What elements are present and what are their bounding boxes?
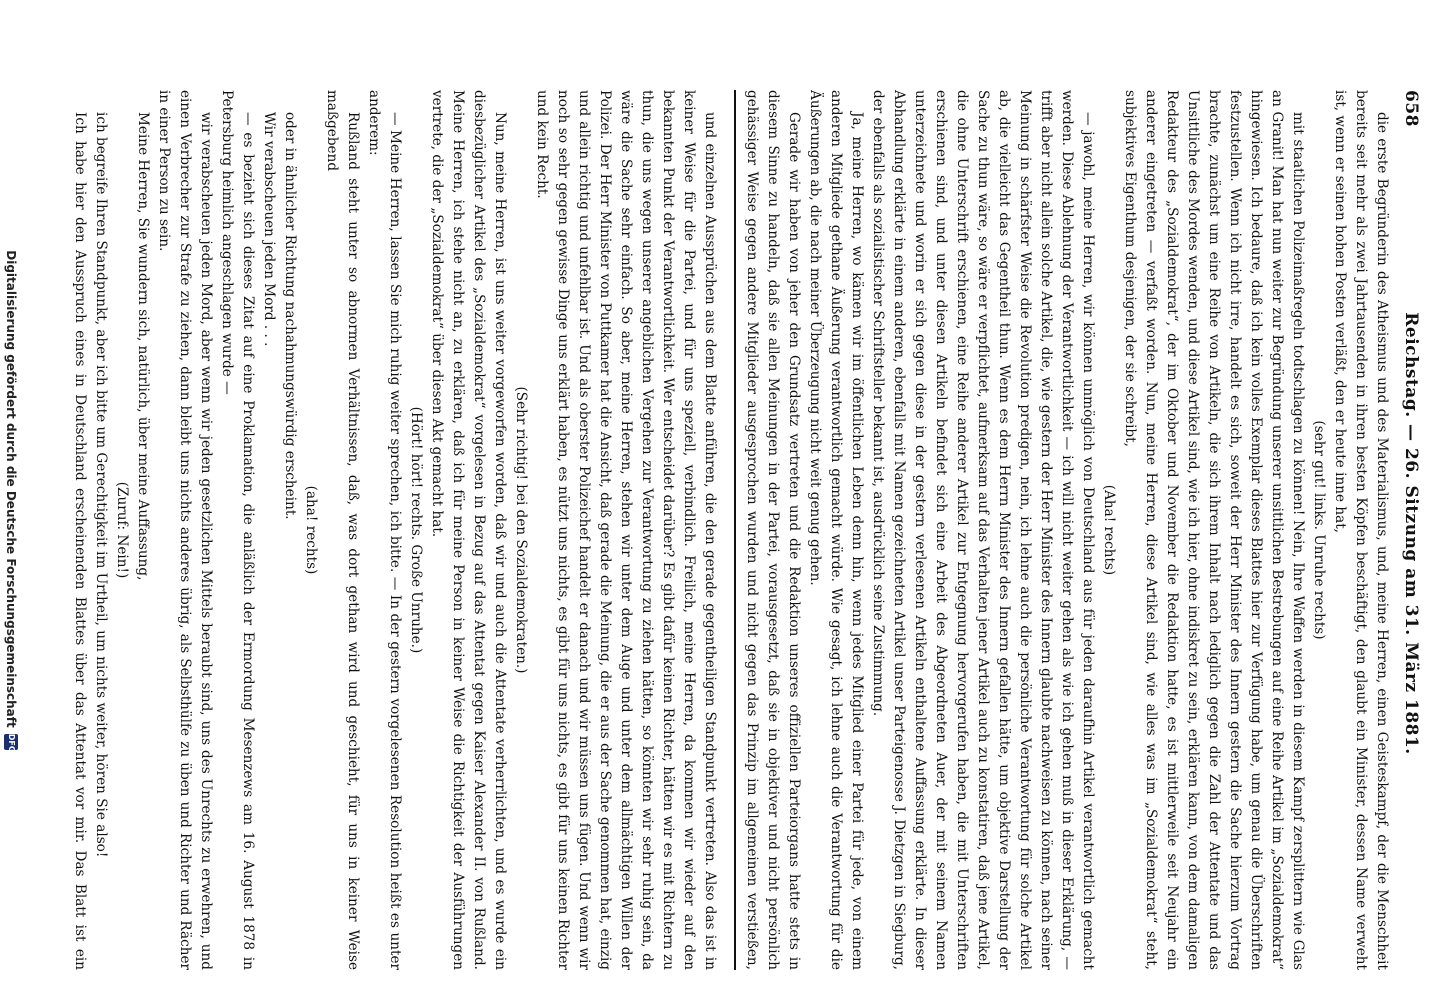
interjection: (Sehr richtig! bei den Sozialdemokraten.) <box>513 386 529 674</box>
paragraph: ich begreife Ihren Standpunkt, aber ich bitte um Gerechtigkeit im Urtheil, um nichts weiter, hören Sie also! <box>93 112 109 858</box>
paragraph: — es bezieht sich dieses Zitat auf eine Proklamation, die anläßlich der Ermordung Mesenzews am 16. August 1878 in Petersburg heimlich angeschlagen wurde — <box>219 90 256 970</box>
paragraph: wir verabscheuen jeden Mord, aber wenn wir jeden gesetzlichen Mittels beraubt sind, uns des Unrechts zu erwehren, und einen Verbrecher zur Strafe zu ziehen, dann bleibt uns nichts anderes übrig, als Selbsthülfe zu üben und Richter und Rächer in einer Person zu sein. <box>156 90 214 970</box>
running-title: Reichstag. — 26. Sitzung am 31. März 1881. <box>1401 312 1421 755</box>
paragraph: Gerade wir haben von jeher den Grundsatz vertreten und die Redaktion unseres offiziellen Parteiorgans hatte stets in diesem Sinne zu handeln, daß sie allen Meinungen in der Partei, vorausgesetzt, daß sie in objektiver und nicht persönlich gehässiger Weise gegen andere Mitglieder ausgesprochen wurden und nicht gegen das Prinzip im allgemeinen verstießen, <box>744 90 802 970</box>
paragraph: Ja, meine Herren, wo kämen wir im öffentlichen Leben denn hin, wenn jedes Mitglied einer Partei für jede, von einem anderen Mitgliede gethane Äußerung verantwortlich gemacht würde. Wie gesagt, ich lehne auch die Verantwortung für die Äußerungen ab, die nach meiner Überzeugung nicht weit genug gehen. <box>807 90 865 970</box>
dfg-logo-icon: DFG <box>4 734 18 750</box>
interjection: (Zuruf: Nein!) <box>114 481 130 579</box>
paragraph: Ich habe hier den Ausspruch eines in Deutschland erscheinenden Blattes über das Attentat vor mir. Das Blatt ist ein <box>72 112 88 970</box>
paragraph: die erste Begründerin des Atheismus und des Materialismus, und, meine Herren, einen Geisteskampf, der die Menschheit bereits seit mehr als zwei Jahrtausenden in ihren besten Köpfen beschäftigt, den glaubt ein Minister, dessen Name verweht ist, wenn er seinen hohen Posten verläßt, den er heute inne hat, <box>1332 90 1390 970</box>
paragraph: Meine Herren, Sie wundern sich, natürlich, über meine Auffassung, <box>135 112 151 581</box>
page-number: 658 <box>1401 90 1421 127</box>
paragraph: Wir verabscheuen jeden Mord . . . <box>261 112 277 347</box>
text-columns <box>52 90 1392 970</box>
paragraph: und einzelnen Aussprüchen aus dem Blatte anführen, die den gerade gegentheiligen Standpunkt vertreten. Also das ist in keiner Weise für die Partei, und für uns speziell, verbindlich. Freilich, meine Herren, da kommen wir wieder auf den bekannten Punkt der Verantwortlichkeit. Wer entscheidet darüber? Es gibt dafür keinen Richter, hätten wir es mit Richtern zu thun, die uns wegen unserer angeblichen Vergehen zur Verantwortung zu ziehen hätten, so könnten wir sehr ruhig sein, da wäre die Sache sehr einfach. So aber, meine Herren, stehen wir unter dem Auge und unter dem allmächtigen Willen der Polizei. Der Herr Minister von Puttkamer hat die Ansicht, daß gerade die Meinung, die er aus der Sache genommen hat, einzig und allein richtig und unfehlbar ist. Und als oberster Polizeichef handelt er danach und wir müssen uns fügen. Und wenn wir noch so sehr gegen gewisse Dinge uns erklärt haben, es nützt uns nichts, es gibt für uns nichts, es gibt für uns keinen Richter und kein Recht. <box>534 90 718 970</box>
interjection: (sehr gut! links. Unruhe rechts) <box>1311 420 1327 640</box>
interjection: (Aha! rechts) <box>1101 484 1117 576</box>
paragraph: Nun, meine Herren, ist uns weiter vorgeworfen worden, daß wir und auch die Attentate verherrlichten, und es wurde ein diesbezüglicher Artikel des „Sozialdemokrat“ vorgelesen in Bezug auf das Attentat gegen Kaiser Alexander II. von Rußland. Meine Herren, ich stehe nicht an, zu erklären, daß ich für meine Person in keiner Weise die Richtigkeit der Ausführungen vertrete, die der „Sozialdemokrat“ über diesen Akt gemacht hat. <box>429 90 508 970</box>
digitization-credit-text: Digitalisierung gefördert durch die Deutsche Forschungsgemeinschaft <box>4 250 18 728</box>
paragraph: mit staatlichen Polizeimaßregeln todtschlagen zu können! Nein, Ihre Waffen werden in diesem Kampf zersplittern wie Glas an Granit! Man hat nun weiter zur Begründung unserer unsittlichen Bestrebungen auf eine Reihe Artikel im „Sozialdemokrat“ hingewiesen. Ich bedaure, daß ich kein volles Exemplar dieses Blattes hier zur Verfügung habe, um genau die Überschriften festzustellen. Wenn ich nicht irre, handelt es sich, soweit der Herr Minister des Innern gestern die Sache hierzum Vortrag brachte, zunächst um eine Reihe von Artikeln, die sich ihrem Inhalt nach lediglich gegen die Zahl der Attentate und das Unsittliche des Mordes wenden, und diese Artikel sind, wie ich hier, ohne indiskret zu sein, erklären kann, von dem damaligen Redakteur des „Sozialdemokrat“, der im Oktober und November die Redaktion hatte, es ist mittlerweile seit Neujahr ein anderer eingetreten — verfaßt worden. Nun, meine Herren, diese Artikel sind, wie alles was im „Sozialdemokrat“ steht, subjektives Eigenthum desjenigen, der sie schreibt, <box>1122 90 1306 970</box>
column-right <box>70 90 720 970</box>
column-left <box>742 90 1392 970</box>
interjection: (aha! rechts) <box>303 485 319 575</box>
paragraph: Rußland steht unter so abnormen Verhältnissen, daß, was dort gethan wird und geschieht, für uns in keiner Weise maßgebend <box>324 90 361 970</box>
interjection: (Hört! hört! rechts. Große Unruhe.) <box>408 406 424 654</box>
paragraph: — jawohl, meine Herren, wir können unmöglich von Deutschland aus für jeden daraufhin Artikel verantwortlich gemacht werden. Diese Ablehnung der Verantwortlichkeit — ich will nicht weiter gehen als wie ich gehen muß in dieser Erklärung, — trifft aber nicht allein solche Artikel, die, wie gestern der Herr Minister des Innern glaubte nachweisen zu können, nach seiner Meinung in schärfster Weise die Revolution predigen, nein, ich lehne auch die persönliche Verantwortung für solche Artikel ab, die vielleicht das Gegentheil thun. Wenn es dem Herrn Minister des Innern gefallen hätte, um objektive Darstellung der Sache zu thun wäre, so wäre er verpflichtet, aufmerksam auf das Verhalten jener Artikel auch zu konstatiren, daß jene Artikel, die ohne Unterschrift erschienen, eine Reihe anderer Artikel zur Entgegnung hervorgerufen haben, die mit Unterschriften erschienen sind, und unter diesen Artikeln befindet sich eine Arbeit des Abgeordneten Auer, der mit seinem Namen unterzeichnete und worin er sich gegen diese in der gestern verlesenen Artikeln enthaltene Auffassung erklärte. In dieser Abhandlung erklärte in einem anderen, ebenfalls mit Namen gezeichneten Artikel unser Parteigenosse J. Dietzgen in Siegburg, der ebenfalls als sozialistischer Schriftsteller bekannt ist, ausdrücklich seine Zustimmung. <box>870 90 1096 970</box>
page-header <box>1396 90 1426 970</box>
paragraph: — Meine Herren, lassen Sie mich ruhig weiter sprechen, ich bitte. — In der gestern vorgelesenen Resolution heißt es unter anderem: <box>366 90 403 970</box>
paragraph: oder in ähnlicher Richtung nachahmungswürdig erscheint. <box>282 112 298 520</box>
column-divider <box>726 90 736 970</box>
